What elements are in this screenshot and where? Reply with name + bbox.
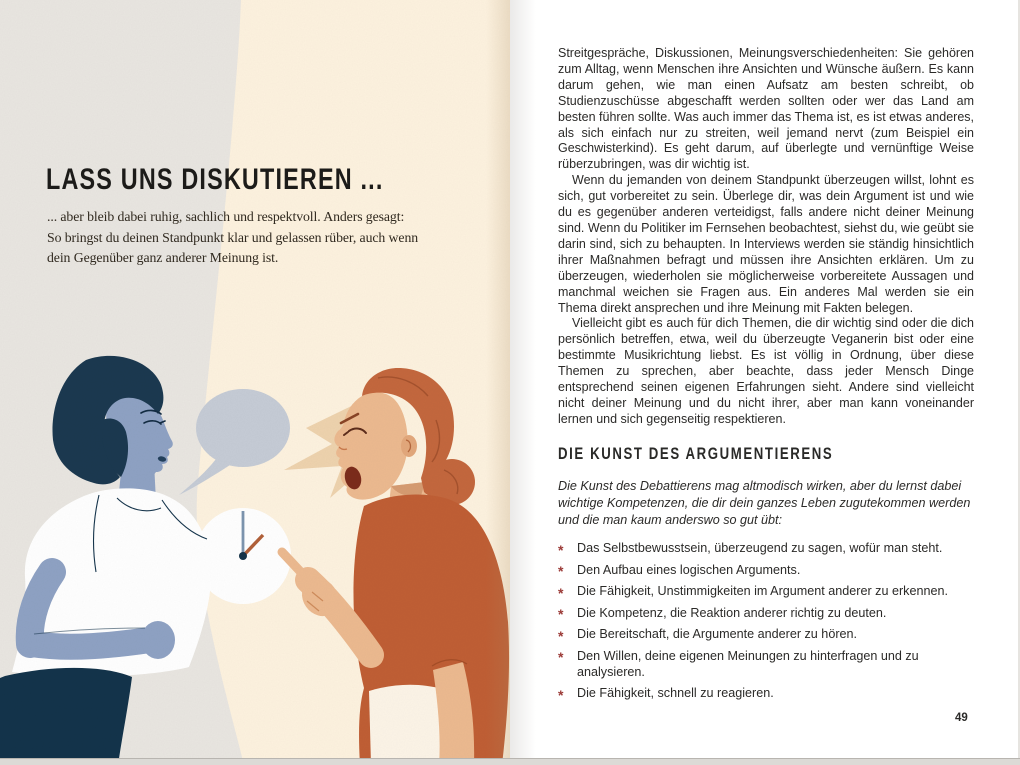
page-number: 49 <box>955 712 968 724</box>
body-text-column <box>558 46 974 707</box>
asterisk-bullet-icon: * <box>558 584 564 601</box>
page-title: LASS UNS DISKUTIEREN ... <box>46 163 384 196</box>
list-item <box>558 605 974 621</box>
asterisk-bullet-icon: * <box>558 563 564 580</box>
asterisk-bullet-icon: * <box>558 541 564 558</box>
list-item-text: Die Fähigkeit, Unstimmigkeiten im Argument anderer zu erkennen. <box>577 584 948 599</box>
asterisk-bullet-icon: * <box>558 649 564 666</box>
list-item-text: Den Aufbau eines logischen Arguments. <box>577 562 801 577</box>
asterisk-bullet-icon: * <box>558 627 564 644</box>
page-bottom-edge <box>0 758 1020 765</box>
list-item <box>558 562 974 578</box>
body-paragraph: Wenn du jemanden von deinem Standpunkt überzeugen willst, lohnt es sich, gut vorbereitet zu sein. Überlege dir, was dein Argument ist und wie du es gegenüber anderen verteidigst, falls andere nicht deiner Meinung sind. Wenn du Politiker im Fernsehen beobachtest, siehst du, wie geübt sie darin sind, sich zu behaupten. In Interviews werden sie ständig hinsichtlich ihrer Maßnahmen befragt und müssen ihre Ansichten erklären. Um zu überzeugen, wiederholen sie möglicherweise vorbereitete Aussagen und manchmal weichen sie Fragen aus. Ein anderes Mal werden sie ein Thema direkt ansprechen und ihre Meinung mit Fakten belegen. <box>558 173 974 315</box>
section-heading: DIE KUNST DES ARGUMENTIERENS <box>558 444 834 463</box>
list-item <box>558 648 974 680</box>
list-item-text: Die Fähigkeit, schnell zu reagieren. <box>577 686 774 701</box>
list-item-text: Das Selbstbewusstsein, überzeugend zu sagen, wofür man steht. <box>577 541 943 556</box>
subtitle-line: So bringst du deinen Standpunkt klar und gelassen rüber, auch wenn <box>47 229 419 245</box>
subtitle-line: dein Gegenüber ganz anderer Meinung ist. <box>47 250 279 265</box>
skills-list <box>558 540 974 701</box>
asterisk-bullet-icon: * <box>558 686 564 703</box>
list-item-text: Den Willen, deine eigenen Meinungen zu hinterfragen und zu analysieren. <box>577 648 919 679</box>
subtitle-line: ... aber bleib dabei ruhig, sachlich und respektvoll. Anders gesagt: <box>47 209 405 224</box>
list-item-text: Die Bereitschaft, die Argumente anderer zu hören. <box>577 627 858 642</box>
page-subtitle <box>47 207 418 269</box>
asterisk-bullet-icon: * <box>558 606 564 623</box>
right-page <box>510 0 1020 765</box>
list-item-text: Die Kompetenz, die Reaktion anderer richtig zu deuten. <box>577 605 887 620</box>
section-intro-italic: Die Kunst des Debattierens mag altmodisch wirken, aber du lernst dabei wichtige Kompetenzen, die dir dein ganzes Leben zugutekommen werden und die man kaum anderswo so gut übt: <box>558 478 971 528</box>
list-item <box>558 626 974 642</box>
list-item <box>558 540 974 556</box>
body-paragraph: Vielleicht gibt es auch für dich Themen, die dir wichtig sind oder die dich persönlich betreffen, etwa, weil du überzeugte Veganerin bist oder eine bestimmte Musikrichtung liebst. Es ist völlig in Ordnung, über diese Themen zu sprechen, aber beachte, dass jeder Mensch Dinge entsprechend seinen eigenen Erfahrungen sieht. Andere sind vielleicht nicht deiner Meinung und du nicht ihrer, aber man kann voneinander lernen und sich gegenseitig respektieren. <box>558 316 974 426</box>
list-item <box>558 685 974 701</box>
list-item <box>558 583 974 599</box>
body-paragraph: Streitgespräche, Diskussionen, Meinungsverschiedenheiten: Sie gehören zum Alltag, wenn Menschen ihre Ansichten und Wünsche äußern. Es kann darum gehen, wie man einen Aufsatz am besten schreibt, ob Studienzuschüsse abgeschafft werden sollten oder wer das Land am besten führen sollte. Was auch immer das Thema ist, es ist etwas anderes, als sich einfach nur zu streiten, weil jemand nervt (zum Beispiel ein Geschwisterkind). Es geht darum, auf überlegte und vernünftige Weise rüberzubringen, was dir wichtig ist. <box>558 46 974 172</box>
